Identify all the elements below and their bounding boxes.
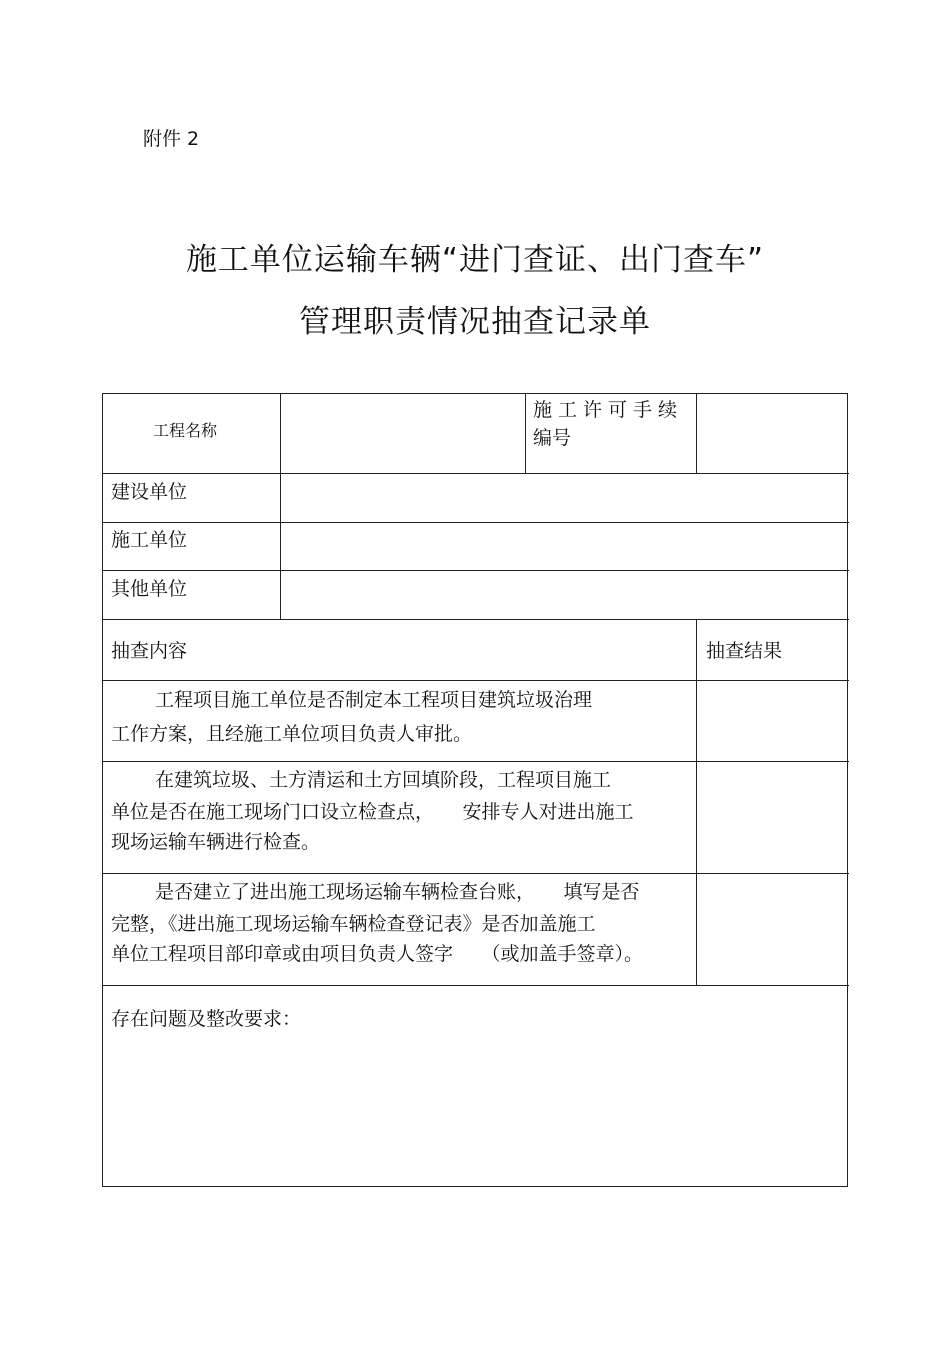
other-unit-label: 其他单位: [111, 578, 188, 600]
issues-label: 存在问题及整改要求：: [111, 1008, 302, 1030]
builder-label: 建设单位: [111, 481, 188, 503]
annex-label: 附件 2: [143, 128, 200, 150]
check-item-2: 在建筑垃圾、土方清运和土方回填阶段，工程项目施工 单位是否在施工现场门口设立检查点， 安排专人对进出施工 现场运输车辆进行检查。: [111, 769, 634, 853]
issues-field[interactable]: [103, 1034, 847, 1184]
record-form-table: [102, 393, 848, 1187]
builder-field[interactable]: [281, 474, 847, 521]
permit-number-label: 施工许可手续 编号: [533, 399, 684, 449]
row-divider: [103, 619, 849, 620]
check-result-field-1[interactable]: [697, 681, 847, 760]
constructor-field[interactable]: [281, 523, 847, 569]
column-divider: [525, 394, 526, 473]
other-unit-field[interactable]: [281, 571, 847, 618]
check-result-field-2[interactable]: [697, 762, 847, 872]
check-item-3: 是否建立了进出施工现场运输车辆检查台账， 填写是否 完整，《进出施工现场运输车辆检查登记表》是否加盖施工 单位工程项目部印章或由项目负责人签字 （或加盖手签章）。: [111, 881, 644, 965]
project-name-field[interactable]: [281, 394, 524, 472]
title-line-2: 管理职责情况抽查记录单: [299, 304, 651, 340]
check-content-header: 抽查内容: [111, 640, 188, 662]
project-name-label: 工程名称: [153, 421, 218, 440]
row-divider: [103, 985, 849, 986]
permit-number-field[interactable]: [697, 394, 847, 472]
check-result-field-3[interactable]: [697, 874, 847, 984]
title-line-1: 施工单位运输车辆“进门查证、出门查车”: [185, 242, 765, 278]
constructor-label: 施工单位: [111, 529, 188, 551]
check-item-1: 工程项目施工单位是否制定本工程项目建筑垃圾治理 工作方案，且经施工单位项目负责人审批。: [111, 689, 593, 745]
check-result-header: 抽查结果: [706, 640, 783, 662]
